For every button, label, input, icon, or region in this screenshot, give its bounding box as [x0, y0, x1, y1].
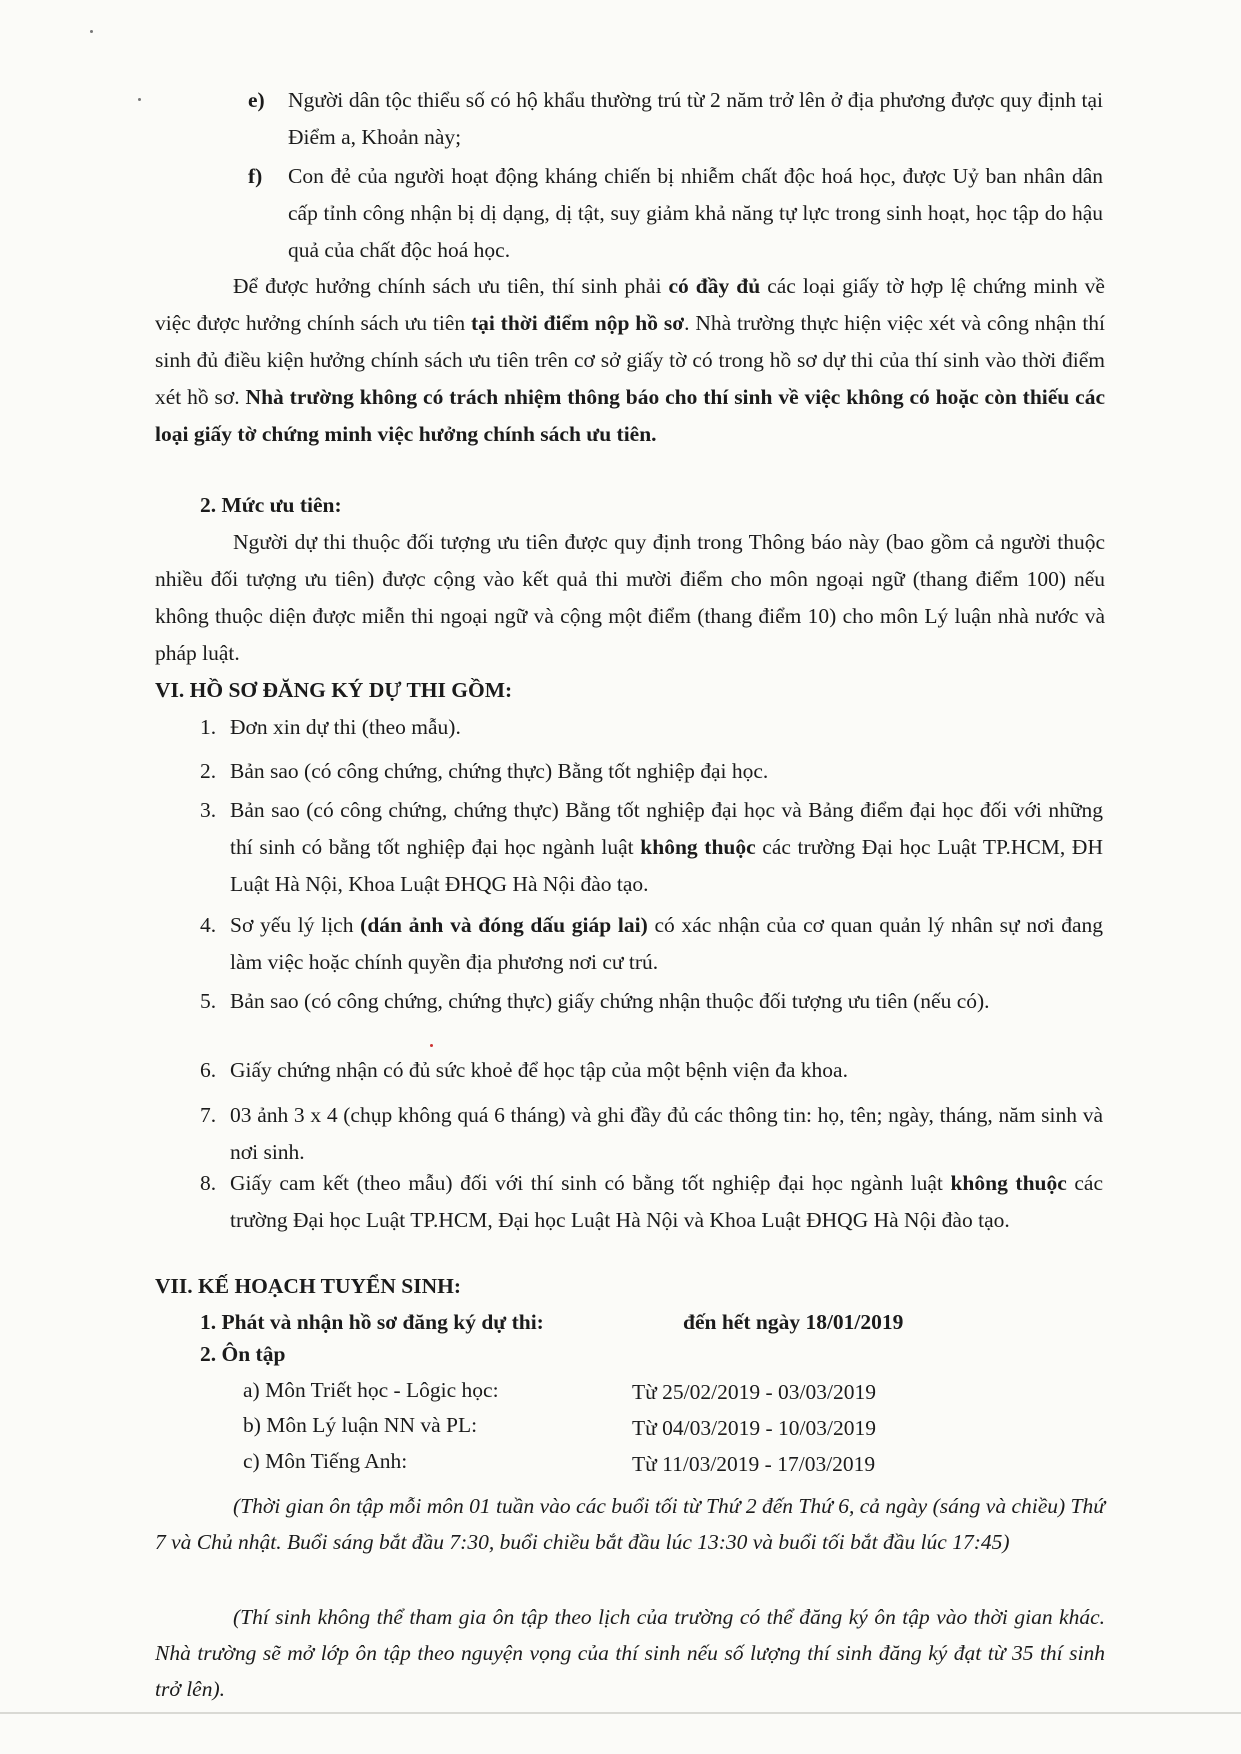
item-f-text: Con đẻ của người hoạt động kháng chiến bị nhiễm chất độc hoá học, được Uỷ ban nhân dân cấp tỉnh công nhận bị dị dạng, dị tật, suy giảm khả năng tự lực trong sinh hoạt, học tập do hậu quả của chất độc hoá học.: [288, 164, 1103, 262]
s6-item: [230, 907, 1103, 981]
s6-item: [230, 1052, 1103, 1089]
muc-uu-tien-heading: 2. Mức ưu tiên:: [200, 493, 342, 517]
s6-item-num: 5.: [200, 989, 217, 1013]
priority-bold-3: Nhà trường không có trách nhiệm thông báo cho thí sinh về việc không có hoặc còn thiếu các loại giấy tờ chứng minh việc hưởng chính sách ưu tiên.: [155, 385, 1105, 446]
priority-text-2: các loại giấy tờ hợp lệ chứng minh về việc được hưởng chính sách ưu tiên: [155, 274, 1105, 335]
priority-paragraph: [155, 268, 1105, 453]
s6-item-text: các trường Đại học Luật TP.HCM, Đại học Luật Hà Nội và Khoa Luật ĐHQG Hà Nội đào tạo.: [230, 1171, 1103, 1232]
s6-item-text: Giấy chứng nhận có đủ sức khoẻ để học tập của một bệnh viện đa khoa.: [230, 1058, 848, 1082]
s7-item2-label: 2. Ôn tập: [200, 1342, 286, 1366]
s6-item: [230, 709, 1103, 746]
s6-item-text: Bản sao (có công chứng, chứng thực) giấy chứng nhận thuộc đối tượng ưu tiên (nếu có).: [230, 989, 990, 1013]
scan-speck: [430, 1044, 433, 1047]
s6-item-num: 8.: [200, 1171, 217, 1195]
s6-item-text: Bản sao (có công chứng, chứng thực) Bằng tốt nghiệp đại học.: [230, 759, 769, 783]
subject-name: a) Môn Triết học - Lôgic học:: [243, 1378, 499, 1402]
s6-item: [230, 792, 1103, 903]
item-e-text: Người dân tộc thiểu số có hộ khẩu thường trú từ 2 năm trở lên ở địa phương được quy định tại Điểm a, Khoản này;: [288, 88, 1103, 149]
s6-item: [230, 983, 1103, 1020]
subject-name: b) Môn Lý luận NN và PL:: [243, 1413, 478, 1437]
priority-text-1: Để được hưởng chính sách ưu tiên, thí sinh phải: [233, 274, 669, 298]
s6-item-num: 2.: [200, 759, 217, 783]
s6-item-bold: không thuộc: [950, 1171, 1067, 1195]
item-e-label: e): [248, 88, 265, 112]
s6-item-text: Bản sao (có công chứng, chứng thực) Bằng tốt nghiệp đại học và Bảng điểm đại học đối với những thí sinh có bằng tốt nghiệp đại học ngành luật: [230, 798, 1103, 859]
priority-bold-2: tại thời điểm nộp hồ sơ: [470, 311, 685, 335]
subject-dates: Từ 04/03/2019 - 10/03/2019: [632, 1416, 876, 1440]
subject-dates: Từ 11/03/2019 - 17/03/2019: [632, 1452, 876, 1476]
section-7-heading: VII. KẾ HOẠCH TUYỂN SINH:: [155, 1274, 462, 1298]
scan-edge-line: [0, 1712, 1241, 1714]
s6-item-text: các trường Đại học Luật TP.HCM, ĐH Luật Hà Nội, Khoa Luật ĐHQG Hà Nội đào tạo.: [230, 835, 1103, 896]
item-f-label: f): [248, 164, 263, 188]
s6-item-bold: không thuộc: [640, 835, 756, 859]
section-6-heading: VI. HỒ SƠ ĐĂNG KÝ DỰ THI GỒM:: [155, 678, 513, 702]
schedule-note-1: (Thời gian ôn tập mỗi môn 01 tuần vào các buổi tối từ Thứ 2 đến Thứ 6, cả ngày (sáng và chiều) Thứ 7 và Chủ nhật. Buổi sáng bắt đầu 7:30, buổi chiều bắt đầu lúc 13:30 và buổi tối bắt đầu lúc 17:45): [155, 1494, 1105, 1554]
s6-item-num: 7.: [200, 1103, 217, 1127]
s6-item-num: 1.: [200, 715, 217, 739]
s6-item: [230, 1097, 1103, 1171]
priority-bold-1: có đầy đủ: [668, 274, 761, 298]
s7-item1-value: đến hết ngày 18/01/2019: [683, 1310, 904, 1334]
s7-item1-label: 1. Phát và nhận hồ sơ đăng ký dự thi:: [200, 1310, 544, 1334]
s6-item-text: 03 ảnh 3 x 4 (chụp không quá 6 tháng) và ghi đầy đủ các thông tin: họ, tên; ngày, tháng, năm sinh và nơi sinh.: [230, 1103, 1103, 1164]
subject-name: c) Môn Tiếng Anh:: [243, 1449, 408, 1473]
scan-speck: [90, 30, 93, 33]
subject-dates: Từ 25/02/2019 - 03/03/2019: [632, 1380, 876, 1404]
s6-item-bold: (dán ảnh và đóng dấu giáp lai): [360, 913, 648, 937]
schedule-note-2: (Thí sinh không thể tham gia ôn tập theo lịch của trường có thể đăng ký ôn tập vào thời gian khác. Nhà trường sẽ mở lớp ôn tập theo nguyện vọng của thí sinh nếu số lượng thí sinh đăng ký đạt từ 35 thí sinh trở lên).: [155, 1605, 1105, 1701]
s6-item-num: 4.: [200, 913, 217, 937]
s6-item-num: 3.: [200, 798, 217, 822]
s6-item-text: Giấy cam kết (theo mẫu) đối với thí sinh có bằng tốt nghiệp đại học ngành luật: [230, 1171, 951, 1195]
muc-uu-tien-text: Người dự thi thuộc đối tượng ưu tiên được quy định trong Thông báo này (bao gồm cả người thuộc nhiều đối tượng ưu tiên) được cộng vào kết quả thi mười điểm cho môn ngoại ngữ (thang điểm 100) nếu không thuộc diện được miễn thi ngoại ngữ và cộng một điểm (thang điểm 10) cho môn Lý luận nhà nước và pháp luật.: [155, 530, 1105, 665]
s6-item-text: có xác nhận của cơ quan quản lý nhân sự nơi đang làm việc hoặc chính quyền địa phương nơi cư trú.: [230, 913, 1103, 974]
s6-item: [230, 1165, 1103, 1239]
s6-item-text: Sơ yếu lý lịch: [230, 913, 361, 937]
s6-item: [230, 753, 1103, 790]
priority-text-3: . Nhà trường thực hiện việc xét và công nhận thí sinh đủ điều kiện hưởng chính sách ưu tiên trên cơ sở giấy tờ có trong hồ sơ dự thi của thí sinh vào thời điểm xét hồ sơ.: [155, 311, 1106, 409]
scan-speck: [138, 98, 141, 101]
s6-item-num: 6.: [200, 1058, 217, 1082]
s6-item-text: Đơn xin dự thi (theo mẫu).: [230, 715, 461, 739]
